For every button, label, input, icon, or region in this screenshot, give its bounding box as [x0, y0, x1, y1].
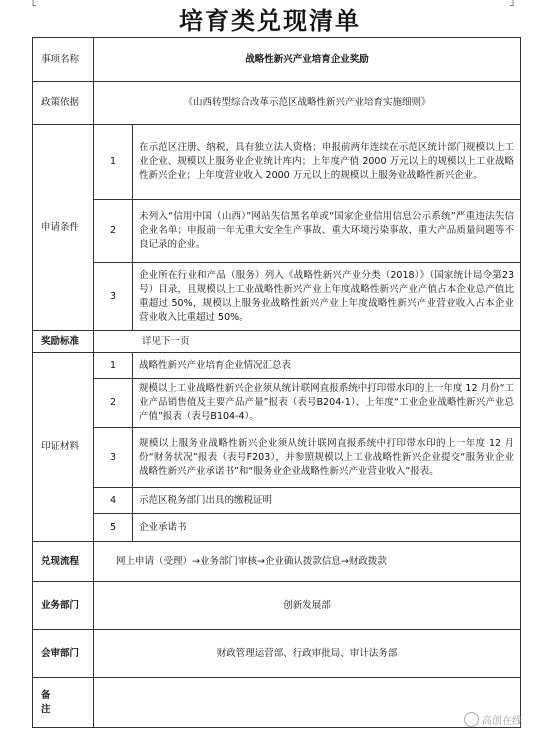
row-reward — [33, 331, 521, 353]
reward-value: 详见下一页 — [94, 331, 521, 353]
process-value: 网上申请（受理）→业务部门审核→企业确认拨款信息→财政拨款 — [94, 542, 521, 582]
row-review — [33, 630, 521, 678]
item-name-value: 战略性新兴产业培育企业奖励 — [94, 38, 521, 82]
reward-label: 奖励标准 — [33, 331, 94, 353]
material-number: 5 — [94, 514, 133, 542]
review-label: 会审部门 — [33, 630, 94, 678]
condition-number: 2 — [94, 200, 133, 263]
department-label: 业务部门 — [33, 582, 94, 630]
policy-label: 政策依据 — [33, 82, 94, 125]
page-title: 培育类兑现清单 — [179, 6, 361, 35]
row-condition-2 — [33, 200, 521, 263]
row-material-3 — [33, 428, 521, 488]
material-number: 1 — [94, 353, 133, 379]
watermark — [464, 712, 522, 727]
process-label: 兑现流程 — [33, 542, 94, 582]
wechat-logo-icon — [464, 712, 479, 727]
row-condition-1 — [33, 125, 521, 200]
row-material-4 — [33, 488, 521, 514]
material-text: 示范区税务部门出具的缴税证明 — [133, 488, 521, 514]
crop-mark-left: └ — [30, 1, 37, 12]
material-number: 3 — [94, 428, 133, 488]
row-department — [33, 582, 521, 630]
crop-mark-right: ┘ — [510, 1, 517, 12]
review-value: 财政管理运营部、行政审批局、审计法务部 — [94, 630, 521, 678]
row-item-name — [33, 38, 521, 82]
watermark-text: 高创在线 — [482, 716, 522, 727]
material-number: 2 — [94, 379, 133, 428]
row-process — [33, 542, 521, 582]
material-number: 4 — [94, 488, 133, 514]
materials-label: 印证材料 — [33, 353, 94, 542]
row-material-1 — [33, 353, 521, 379]
note-label: 备注 — [41, 689, 69, 715]
row-condition-3 — [33, 263, 521, 331]
department-value: 创新发展部 — [94, 582, 521, 630]
material-text: 企业承诺书 — [133, 514, 521, 542]
row-material-5 — [33, 514, 521, 542]
row-note — [33, 678, 521, 728]
row-policy — [33, 82, 521, 125]
condition-number: 1 — [94, 125, 133, 200]
material-text: 规模以上工业战略性新兴企业须从统计联网直报系统中打印带水印的上一年度 12 月份“工业产品销售值及主要产品产量”报表（表号B204-1）、上年度“工业企业战略性新兴产业总产值”报表（表号B104-4）。 — [133, 379, 521, 428]
policy-table — [32, 37, 521, 728]
policy-value: 《山西转型综合改革示范区战略性新兴产业培育实施细则》 — [94, 82, 521, 125]
condition-text: 未列入“信用中国（山西）”网站失信黑名单或“国家企业信用信息公示系统”严重违法失信企业名单；申报前一年无重大安全生产事故、重大环境污染事故、重大产品质量问题等不良记录的企业。 — [133, 200, 521, 263]
material-text: 规模以上服务业战略性新兴企业须从统计联网直报系统中打印带水印的上一年度 12 月份“财务状况”报表（表号F203），并参照规模以上工业战略性新兴企业提交“服务业企业战略性新兴产业承诺书”和“服务业企业战略性新兴产业营业收入”报表。 — [133, 428, 521, 488]
condition-number: 3 — [94, 263, 133, 331]
material-text: 战略性新兴产业培育企业情况汇总表 — [133, 353, 521, 379]
condition-text: 企业所在行业和产品（服务）列入《战略性新兴产业分类（2018）》（国家统计局令第23号）目录，且规模以上工业战略性新兴产业上年度战略性新兴产业产值占本企业总产值比重超过 50%，规模以上服务业战略性新兴产业上年度战略性新兴产业营业收入占本企业营业收入比重超过 50%。 — [133, 263, 521, 331]
condition-text: 在示范区注册、纳税，具有独立法人资格；申报前两年连续在示范区统计部门规模以上工业企业、规模以上服务业企业统计库内；上年度产值 2000 万元以上的规模以上工业战略性新兴企业；上年度营业收入 2000 万元以上的规模以上服务业战略性新兴企业。 — [133, 125, 521, 200]
note-value — [94, 678, 521, 728]
item-name-label: 事项名称 — [33, 38, 94, 82]
conditions-label: 申请条件 — [33, 125, 94, 331]
row-material-2 — [33, 379, 521, 428]
